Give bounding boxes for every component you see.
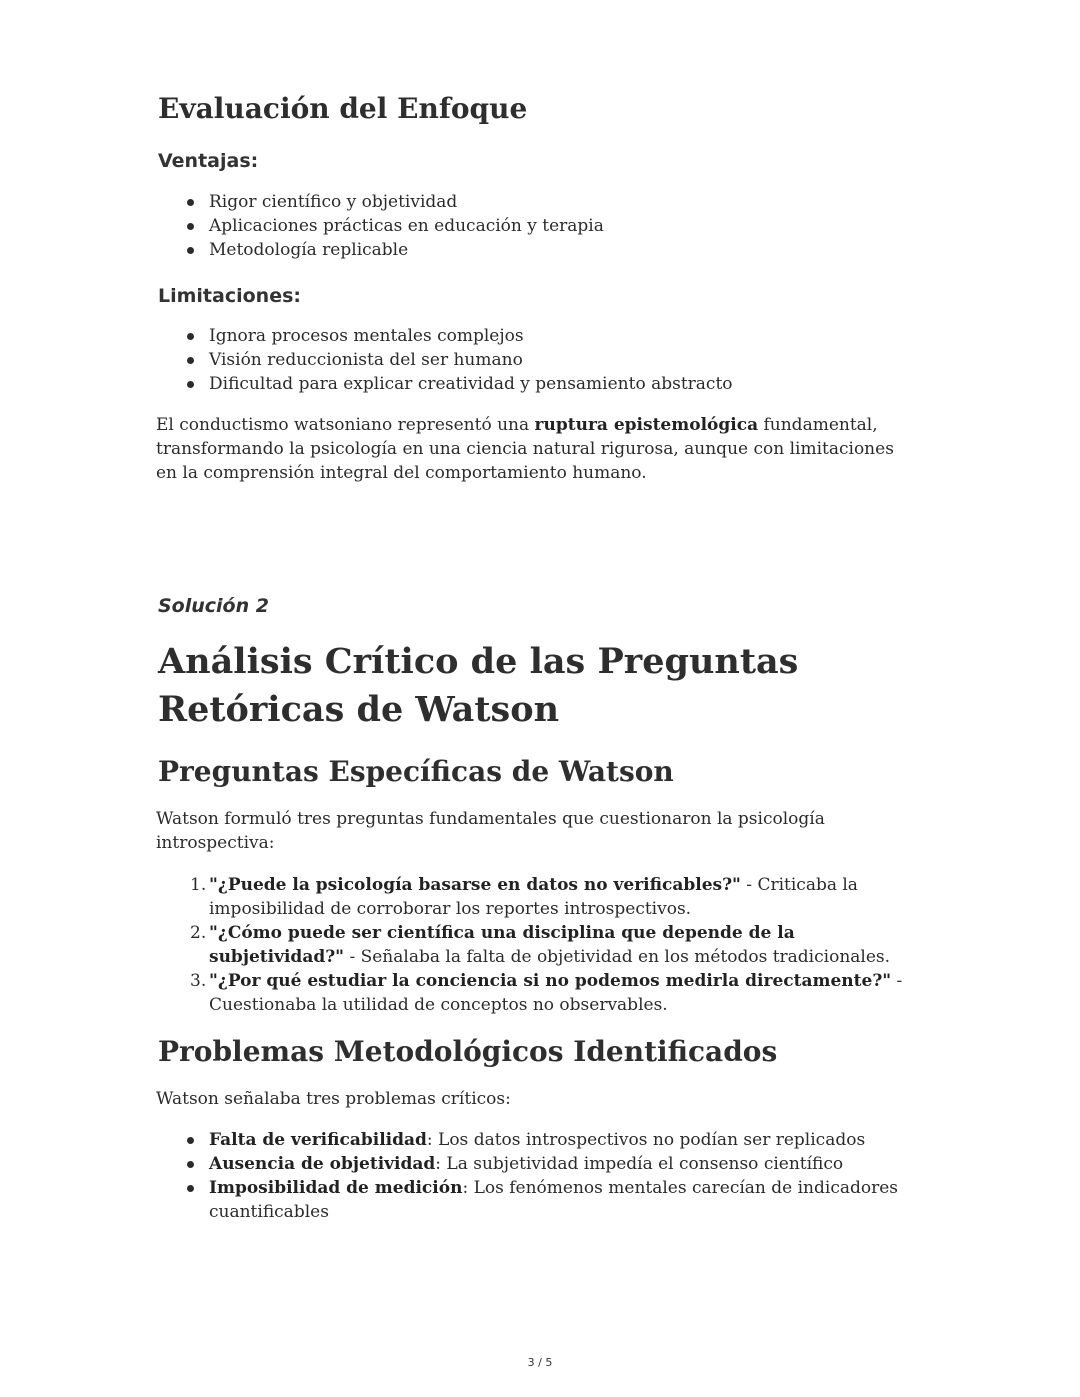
bullet-icon bbox=[187, 333, 194, 340]
list-item: 1. "¿Puede la psicología basarse en datos no verificables?" - Criticaba la imposibilidad de corroborar los reportes introspectivos. bbox=[190, 875, 858, 919]
bullet-icon bbox=[187, 357, 194, 364]
bullet-icon bbox=[187, 247, 194, 254]
list-item: Dificultad para explicar creatividad y pensamiento abstracto bbox=[158, 372, 918, 396]
problems-intro: Watson señalaba tres problemas críticos: bbox=[156, 1089, 511, 1109]
list-item: Falta de verificabilidad: Los datos introspectivos no podían ser replicados bbox=[158, 1128, 918, 1152]
bullet-icon bbox=[187, 1161, 194, 1168]
list-item: Aplicaciones prácticas en educación y terapia bbox=[158, 214, 918, 238]
advantages-list bbox=[158, 190, 918, 262]
bullet-icon bbox=[187, 1185, 194, 1192]
page-title: Análisis Crítico de las Preguntas Retóricas de Watson bbox=[158, 641, 799, 730]
questions-list bbox=[158, 873, 918, 1017]
solution-label: Solución 2 bbox=[158, 595, 269, 617]
bullet-icon bbox=[187, 223, 194, 230]
list-item: Metodología replicable bbox=[158, 238, 918, 262]
emphasis-text: ruptura epistemológica bbox=[534, 415, 759, 435]
page-number: 3 / 5 bbox=[527, 1356, 553, 1369]
bullet-icon bbox=[187, 1137, 194, 1144]
limitations-list bbox=[158, 324, 918, 396]
limitations-heading: Limitaciones: bbox=[158, 285, 301, 307]
bullet-icon bbox=[187, 199, 194, 206]
advantages-heading: Ventajas: bbox=[158, 150, 259, 172]
questions-intro: Watson formuló tres preguntas fundamentales que cuestionaron la psicología introspectiva: bbox=[156, 809, 825, 853]
questions-heading: Preguntas Específicas de Watson bbox=[158, 755, 674, 788]
list-item: Visión reduccionista del ser humano bbox=[158, 348, 918, 372]
list-item: Rigor científico y objetividad bbox=[158, 190, 918, 214]
problems-heading: Problemas Metodológicos Identificados bbox=[158, 1035, 778, 1068]
bullet-icon bbox=[187, 381, 194, 388]
list-item: 3. "¿Por qué estudiar la conciencia si no podemos medirla directamente?" - Cuestionaba la utilidad de conceptos no observables. bbox=[190, 971, 903, 1015]
evaluation-heading: Evaluación del Enfoque bbox=[158, 92, 528, 125]
evaluation-conclusion: El conductismo watsoniano representó una ruptura epistemológica fundamental, transformando la psicología en una ciencia natural rigurosa, aunque con limitaciones en la comprensión integral del comportamiento humano. bbox=[156, 415, 894, 483]
list-item: Imposibilidad de medición: Los fenómenos mentales carecían de indicadores cuantificables bbox=[158, 1176, 918, 1224]
list-item: 2. "¿Cómo puede ser científica una disciplina que depende de la subjetividad?" - Señalaba la falta de objetividad en los métodos tradicionales. bbox=[190, 923, 891, 967]
problems-list bbox=[158, 1128, 918, 1224]
list-item: Ignora procesos mentales complejos bbox=[158, 324, 918, 348]
list-item: Ausencia de objetividad: La subjetividad impedía el consenso científico bbox=[158, 1152, 918, 1176]
